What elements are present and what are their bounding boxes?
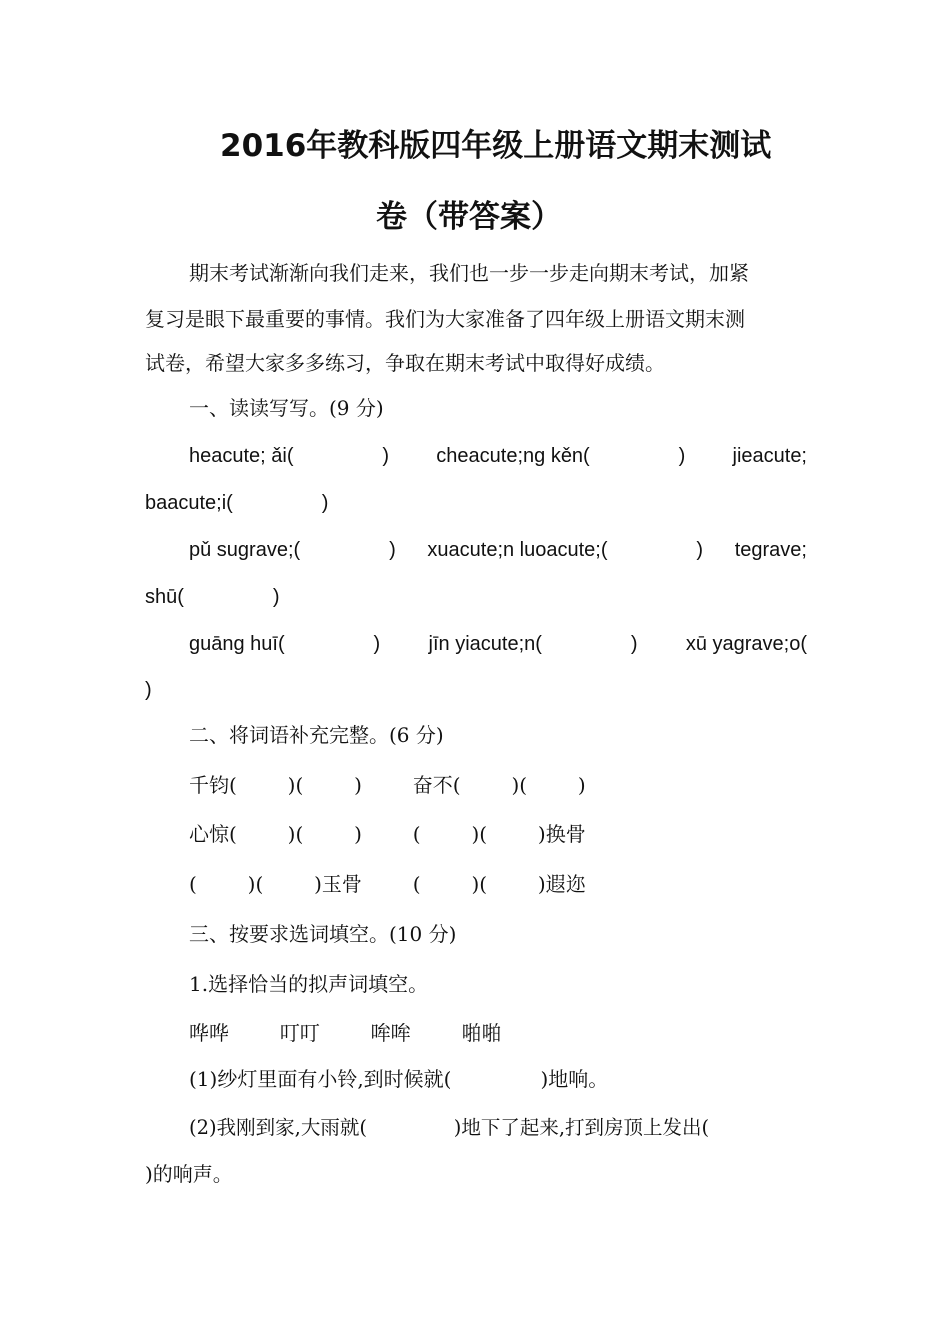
sentence-1: (1)纱灯里面有小铃,到时候就( )地响。 [189, 1067, 609, 1091]
pinyin-item: tegrave; [734, 539, 807, 561]
pinyin-item: guāng huī( ) [189, 633, 381, 655]
sentence-2-cont: )的响声。 [145, 1162, 233, 1186]
idiom-row-2: 心惊( )( ) ( )( )换骨 [189, 822, 586, 846]
intro-line-3: 试卷，希望大家多多练习，争取在期末考试中取得好成绩。 [145, 351, 665, 375]
word-choices: 哗哗 叮叮 哞哞 啪啪 [189, 1021, 502, 1045]
idiom-row-1: 千钧( )( ) 奋不( )( ) [189, 773, 586, 797]
pinyin-item: cheacute;ng kěn( ) [436, 445, 686, 467]
section-2-heading: 二、将词语补充完整。(6 分) [189, 723, 444, 747]
pinyin-item: jieacute; [732, 445, 807, 467]
pinyin-row-1 [189, 442, 807, 470]
pinyin-item: pǔ sugrave;( ) [189, 539, 396, 561]
pinyin-item: jīn yiacute;n( ) [428, 633, 638, 655]
section-1-heading: 一、读读写写。(9 分) [189, 396, 384, 420]
pinyin-item: xuacute;n luoacute;( ) [427, 539, 704, 561]
document-title-line-2: 卷（带答案） [376, 199, 562, 235]
question-1: 1.选择恰当的拟声词填空。 [189, 972, 429, 996]
pinyin-row-3-cont: ) [145, 679, 152, 701]
document-title-line-1: 2016年教科版四年级上册语文期末测试 [220, 128, 772, 164]
pinyin-row-2-cont: shū( ) [145, 586, 280, 608]
pinyin-row-2 [189, 536, 807, 564]
intro-line-2: 复习是眼下最重要的事情。我们为大家准备了四年级上册语文期末测 [145, 307, 745, 331]
idiom-row-3: ( )( )玉骨 ( )( )遐迩 [189, 872, 586, 896]
pinyin-row-1-cont: baacute;i( ) [145, 492, 329, 514]
pinyin-item: heacute; ǎi( ) [189, 445, 390, 467]
pinyin-row-3 [189, 630, 807, 658]
pinyin-item: xū yagrave;o( [685, 633, 807, 655]
sentence-2: (2)我刚到家,大雨就( )地下了起来,打到房顶上发出( [189, 1116, 710, 1139]
intro-line-1: 期末考试渐渐向我们走来，我们也一步一步走向期末考试，加紧 [189, 261, 749, 285]
section-3-heading: 三、按要求选词填空。(10 分) [189, 922, 457, 946]
